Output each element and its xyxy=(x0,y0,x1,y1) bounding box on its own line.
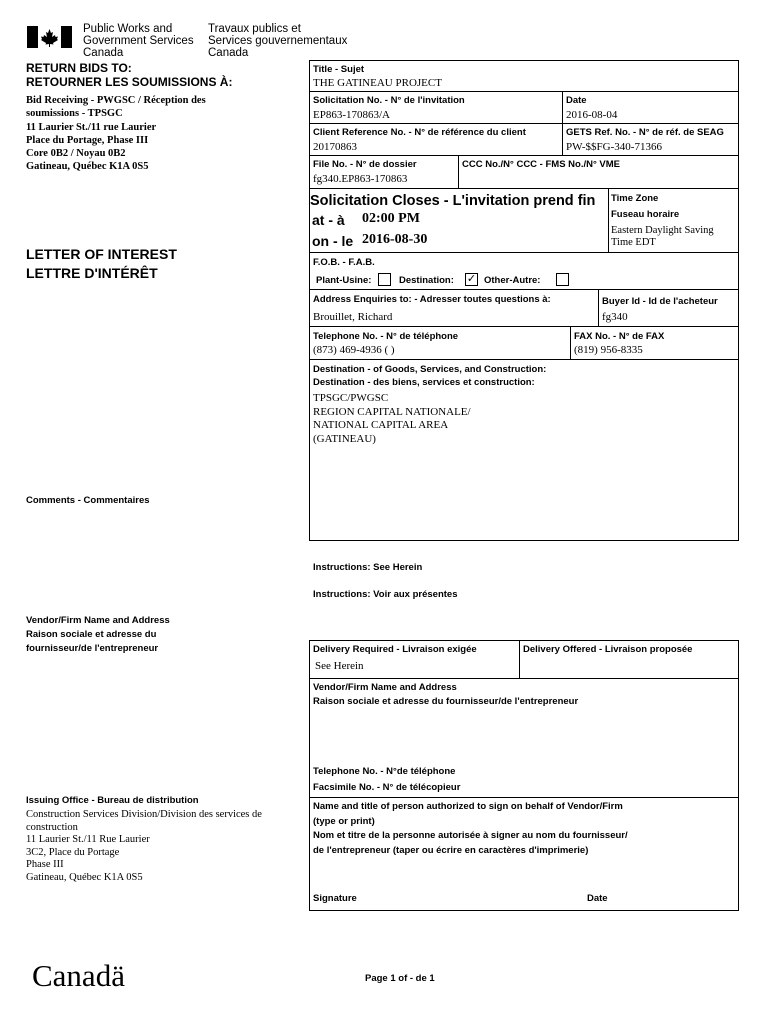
delivery-required-value[interactable]: See Herein xyxy=(315,660,364,672)
date-label: Date xyxy=(566,95,587,106)
closing-time-label: at - à xyxy=(312,212,345,228)
gets-ref-value[interactable]: PW-$$FG-340-71366 xyxy=(566,141,662,153)
file-no-value[interactable]: fg340.EP863-170863 xyxy=(313,173,408,185)
vendor-telephone-label: Telephone No. - N°de téléphone xyxy=(313,766,456,777)
instructions-fr: Instructions: Voir aux présentes xyxy=(313,589,458,600)
destination-goods-label-fr: Destination - des biens, services et construction: xyxy=(313,377,535,388)
return-bids-heading-en: RETURN BIDS TO: xyxy=(26,61,132,75)
vendor-facsimile-label: Facsimile No. - N° de télécopieur xyxy=(313,782,461,793)
signature-date-label: Date xyxy=(587,893,608,904)
bid-receiving-address: Bid Receiving - PWGSC / Réception des soumissions - TPSGC 11 Laurier St./11 rue Laurier Place du Portage, Phase III Core 0B2 / Noyau 0B2 Gatineau, Québec K1A 0S5 xyxy=(26,95,206,173)
page-number: Page 1 of - de 1 xyxy=(365,973,435,984)
destination-fob-label: Destination: xyxy=(399,275,454,286)
department-name-en: Public Works and Government Services Canada xyxy=(83,23,194,59)
lettre-d-interet-heading: LETTRE D'INTÉRÊT xyxy=(26,265,158,281)
plant-usine-checkbox[interactable] xyxy=(378,273,391,286)
closing-date-label: on - le xyxy=(312,233,354,249)
authorized-person-label: Name and title of person authorized to sign on behalf of Vendor/Firm (type or print) Nom et titre de la personne autorisée à signer au nom du fournisseur/ de l'entrepreneur (taper ou écrire en caractères d'imprimerie) xyxy=(313,801,628,856)
delivery-offered-label: Delivery Offered - Livraison proposée xyxy=(523,644,693,655)
time-zone-label: Time Zone xyxy=(611,193,659,204)
vendor-firm-label: Vendor/Firm Name and Address Raison sociale et adresse du fournisseur/de l'entrepreneur xyxy=(26,615,170,654)
fob-label: F.O.B. - F.A.B. xyxy=(313,257,375,268)
comments-label: Comments - Commentaires xyxy=(26,495,150,506)
destination-address-value[interactable]: TPSGC/PWGSC REGION CAPITAL NATIONALE/ NATIONAL CAPITAL AREA (GATINEAU) xyxy=(313,392,471,445)
solicitation-no-value[interactable]: EP863-170863/A xyxy=(313,109,390,121)
fuseau-horaire-label: Fuseau horaire xyxy=(611,209,680,220)
department-name-fr: Travaux publics et Services gouvernementaux Canada xyxy=(208,23,348,59)
other-autre-checkbox[interactable] xyxy=(556,273,569,286)
buyer-id-value[interactable]: fg340 xyxy=(602,311,628,323)
canada-wordmark: Canadä xyxy=(32,958,125,993)
delivery-required-label: Delivery Required - Livraison exigée xyxy=(313,644,477,655)
instructions-en: Instructions: See Herein xyxy=(313,562,423,573)
signature-label: Signature xyxy=(313,893,357,904)
solicitation-no-label: Solicitation No. - N° de l'invitation xyxy=(313,95,465,106)
date-value[interactable]: 2016-08-04 xyxy=(566,109,618,121)
vendor-name-address-label-fr: Raison sociale et adresse du fournisseur/de l'entrepreneur xyxy=(313,696,579,707)
destination-goods-label-en: Destination - of Goods, Services, and Construction: xyxy=(313,364,547,375)
solicitation-closes-heading: Solicitation Closes - L'invitation prend fin xyxy=(310,193,596,209)
destination-checkbox[interactable]: ✓ xyxy=(466,273,477,285)
fax-value[interactable]: (819) 956-8335 xyxy=(574,344,643,356)
canada-flag-logo xyxy=(27,26,72,48)
other-autre-label: Other-Autre: xyxy=(484,275,541,286)
telephone-value[interactable]: (873) 469-4936 ( ) xyxy=(313,344,395,356)
ccc-fms-label: CCC No./N° CCC - FMS No./N° VME xyxy=(462,159,621,170)
client-reference-value[interactable]: 20170863 xyxy=(313,141,357,153)
address-enquiries-value[interactable]: Brouillet, Richard xyxy=(313,311,393,323)
closing-date-value[interactable]: 2016-08-30 xyxy=(362,232,428,247)
return-bids-heading-fr: RETOURNER LES SOUMISSIONS À: xyxy=(26,75,233,89)
issuing-office-address: Construction Services Division/Division des services de construction 11 Laurier St./11 Rue Laurier 3C2, Place du Portage Phase III Gatineau, Québec K1A 0S5 xyxy=(26,809,262,883)
file-no-label: File No. - N° de dossier xyxy=(313,159,417,170)
address-enquiries-label: Address Enquiries to: - Adresser toutes questions à: xyxy=(313,294,551,305)
title-label: Title - Sujet xyxy=(313,64,365,75)
client-reference-label: Client Reference No. - N° de référence du client xyxy=(313,127,526,138)
gets-ref-label: GETS Ref. No. - N° de réf. de SEAG xyxy=(566,127,724,138)
telephone-label: Telephone No. - N° de téléphone xyxy=(313,331,459,342)
letter-of-interest-heading: LETTER OF INTEREST xyxy=(26,246,177,262)
buyer-id-label: Buyer Id - Id de l'acheteur xyxy=(602,296,718,307)
vendor-name-address-label-en: Vendor/Firm Name and Address xyxy=(313,682,457,693)
plant-usine-label: Plant-Usine: xyxy=(316,275,372,286)
fax-label: FAX No. - N° de FAX xyxy=(574,331,665,342)
issuing-office-label: Issuing Office - Bureau de distribution xyxy=(26,795,199,806)
title-value[interactable]: THE GATINEAU PROJECT xyxy=(313,77,442,89)
closing-time-value[interactable]: 02:00 PM xyxy=(362,211,420,226)
time-zone-value[interactable]: Eastern Daylight Saving Time EDT xyxy=(611,225,714,248)
